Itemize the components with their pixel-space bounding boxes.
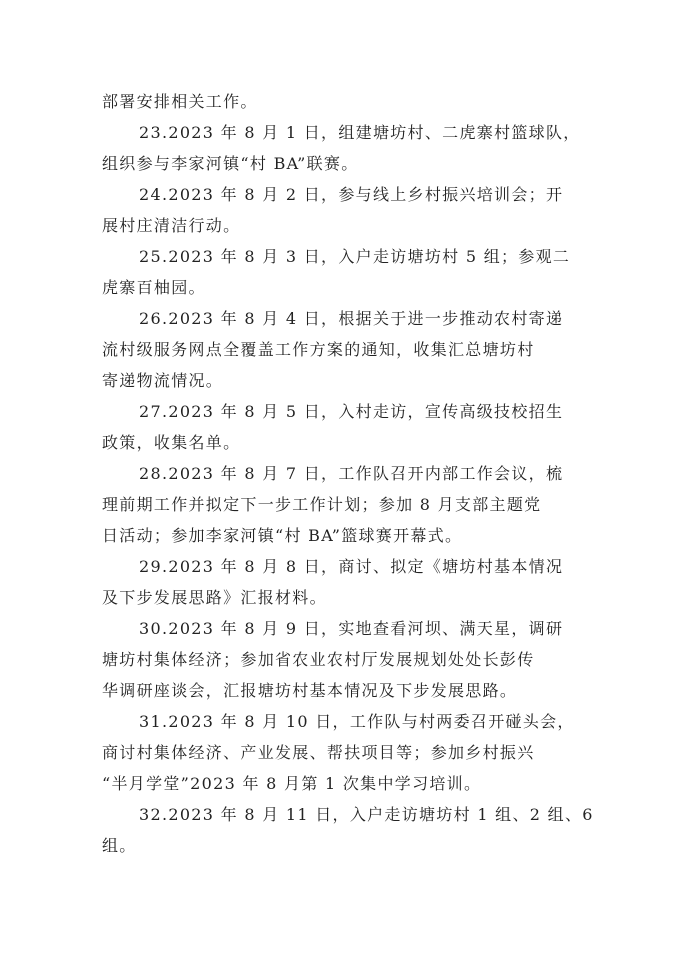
text-line-continuation: 部署安排相关工作。 <box>102 92 258 111</box>
item-29-line-2: 及下步发展思路》汇报材料。 <box>102 588 327 607</box>
item-24-line-2: 展村庄清洁行动。 <box>102 216 241 235</box>
item-26-line-3: 寄递物流情况。 <box>102 371 224 390</box>
item-32-line-2: 组。 <box>102 836 137 855</box>
item-30-line-3: 华调研座谈会，汇报塘坊村基本情况及下步发展思路。 <box>102 681 518 700</box>
document-body <box>102 86 594 861</box>
item-23-line-2: 组织参与李家河镇“村 BA”联赛。 <box>102 154 359 173</box>
item-24-line-1: 24.2023 年 8 月 2 日，参与线上乡村振兴培训会；开 <box>139 185 564 204</box>
item-23-line-1: 23.2023 年 8 月 1 日，组建塘坊村、二虎寨村篮球队， <box>139 123 581 142</box>
item-31-line-2: 商讨村集体经济、产业发展、帮扶项目等；参加乡村振兴 <box>102 743 535 762</box>
item-32-line-1: 32.2023 年 8 月 11 日，入户走访塘坊村 1 组、2 组、6 <box>139 805 594 824</box>
item-31-line-3: “半月学堂”2023 年 8 月第 1 次集中学习培训。 <box>102 774 482 793</box>
item-28-line-3: 日活动；参加李家河镇“村 BA”篮球赛开幕式。 <box>102 526 463 545</box>
item-25-line-1: 25.2023 年 8 月 3 日，入户走访塘坊村 5 组；参观二 <box>139 247 571 266</box>
item-26-line-2: 流村级服务网点全覆盖工作方案的通知，收集汇总塘坊村 <box>102 340 535 359</box>
item-25-line-2: 虎寨百柚园。 <box>102 278 206 297</box>
item-28-line-1: 28.2023 年 8 月 7 日，工作队召开内部工作会议，梳 <box>139 464 564 483</box>
item-30-line-1: 30.2023 年 8 月 9 日，实地查看河坝、满天星，调研 <box>139 619 564 638</box>
item-28-line-2: 理前期工作并拟定下一步工作计划；参加 8 月支部主题党 <box>102 495 542 514</box>
item-27-line-2: 政策，收集名单。 <box>102 433 241 452</box>
item-30-line-2: 塘坊村集体经济；参加省农业农村厅发展规划处处长彭传 <box>102 650 535 669</box>
item-26-line-1: 26.2023 年 8 月 4 日，根据关于进一步推动农村寄递 <box>139 309 564 328</box>
item-29-line-1: 29.2023 年 8 月 8 日，商讨、拟定《塘坊村基本情况 <box>139 557 564 576</box>
item-31-line-1: 31.2023 年 8 月 10 日，工作队与村两委召开碰头会， <box>139 712 575 731</box>
item-27-line-1: 27.2023 年 8 月 5 日，入村走访，宣传高级技校招生 <box>139 402 564 421</box>
